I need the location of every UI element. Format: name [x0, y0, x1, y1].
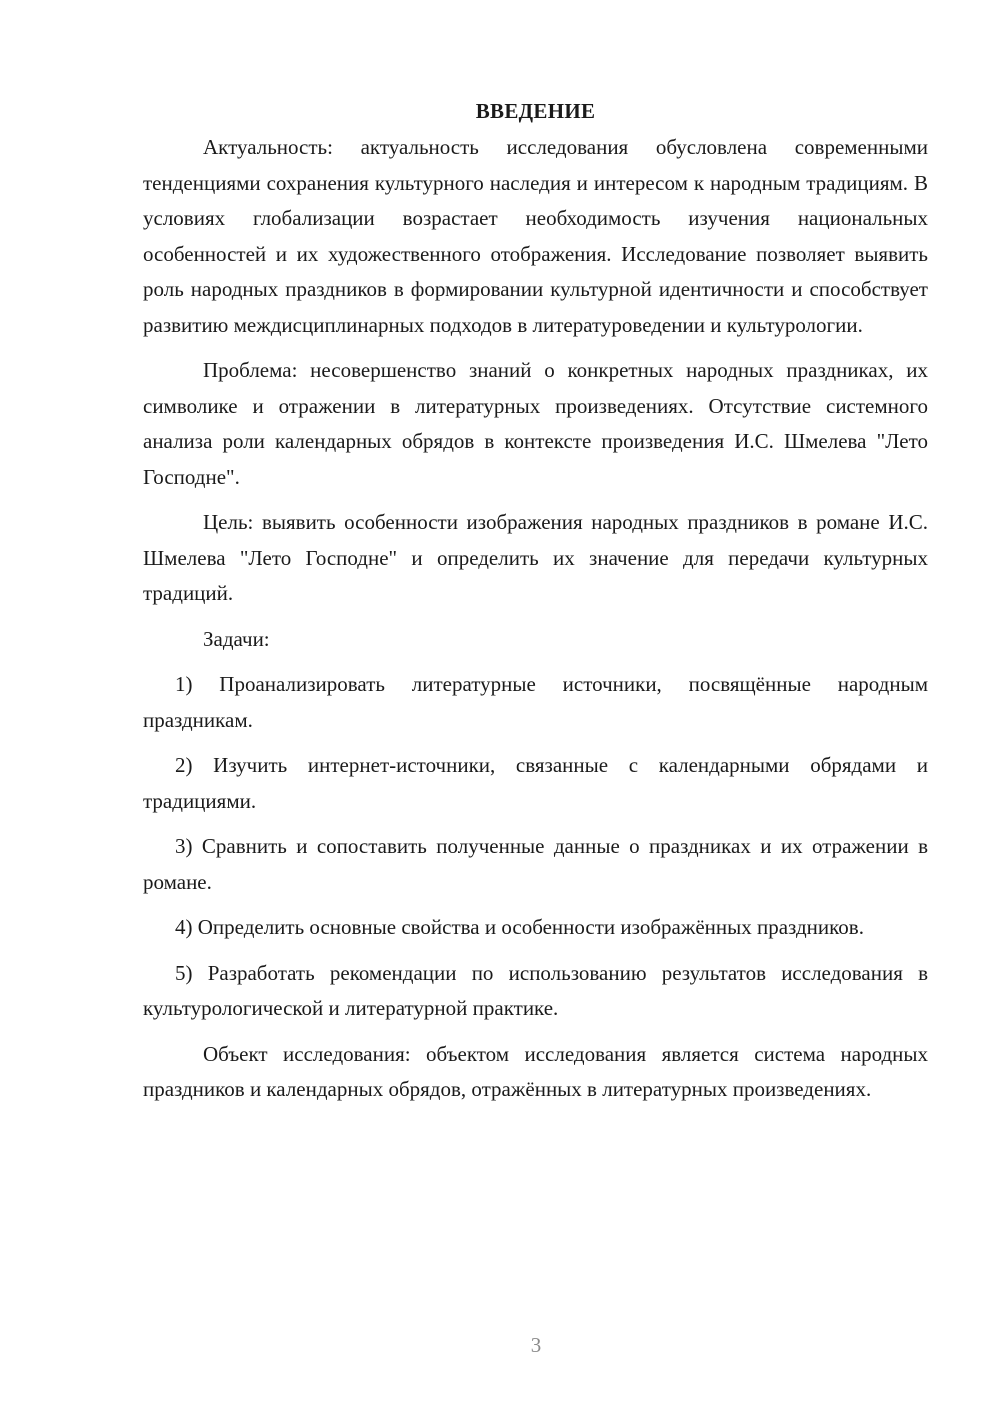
task-item-3: 3) Сравнить и сопоставить полученные данные о праздниках и их отражении в романе.: [143, 834, 928, 894]
task-item-2: 2) Изучить интернет-источники, связанные с календарными обрядами и традициями.: [143, 753, 928, 813]
tasks-heading: Задачи:: [203, 626, 270, 651]
task-item-4: 4) Определить основные свойства и особенности изображённых праздников.: [175, 915, 864, 939]
section-title: ВВЕДЕНИЕ: [475, 99, 596, 123]
object-paragraph: Объект исследования: объектом исследования является система народных праздников и календарных обрядов, отражённых в литературных произведениях.: [143, 1041, 928, 1101]
goal-paragraph: Цель: выявить особенности изображения народных праздников в романе И.С. Шмелева "Лето Господне" и определить их значение для передачи культурных традиций.: [143, 510, 928, 605]
page-number: 3: [530, 1333, 542, 1357]
task-item-5: 5) Разработать рекомендации по использованию результатов исследования в культурологической и литературной практике.: [143, 960, 928, 1020]
relevance-paragraph: Актуальность: актуальность исследования обусловлена современными тенденциями сохранения культурного наследия и интересом к народным традициям. В условиях глобализации возрастает необходимость изучения национальных особенностей и их художественного отображения. Исследование позволяет выявить роль народных праздников в формировании культурной идентичности и способствует развитию междисциплинарных подходов в литературоведении и культурологии.: [143, 135, 928, 337]
page-content: [143, 96, 928, 1118]
task-item-1: 1) Проанализировать литературные источники, посвящённые народным праздникам.: [143, 672, 928, 732]
problem-paragraph: Проблема: несовершенство знаний о конкретных народных праздниках, их символике и отражении в литературных произведениях. Отсутствие системного анализа роли календарных обрядов в контексте произведения И.С. Шмелева "Лето Господне".: [143, 358, 928, 489]
